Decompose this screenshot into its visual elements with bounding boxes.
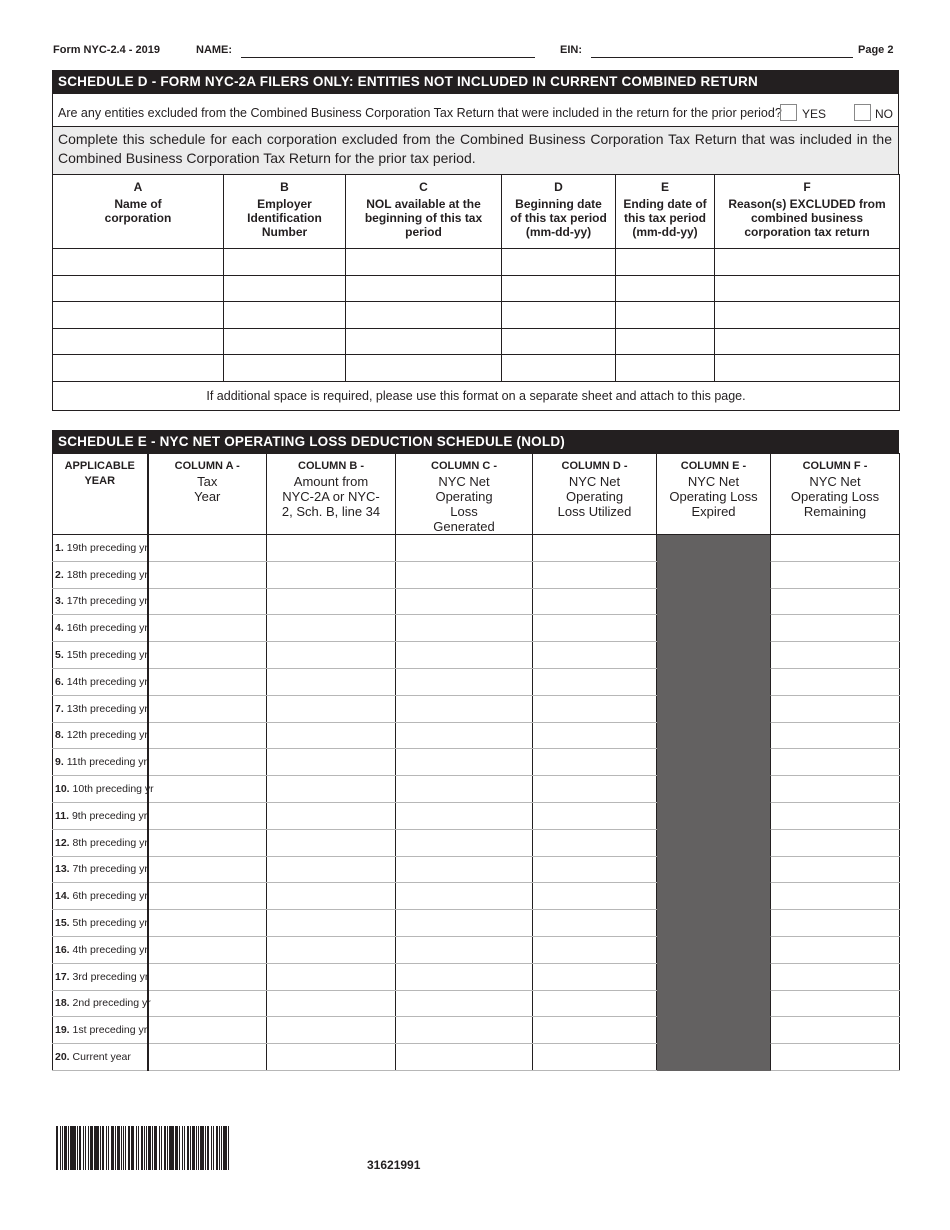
year-label: 10th preceding yr — [72, 783, 154, 796]
column-b-cell[interactable] — [267, 1017, 396, 1044]
column-e-cell — [657, 776, 771, 803]
column-c-cell[interactable] — [396, 535, 533, 562]
column-d-cell[interactable] — [533, 722, 657, 749]
column-b-cell[interactable] — [267, 910, 396, 937]
year-label: 14th preceding yr — [66, 675, 148, 688]
column-b-cell[interactable] — [224, 275, 346, 302]
column-e-cell — [657, 535, 771, 562]
applicable-year-label — [53, 588, 148, 615]
column-f-cell[interactable] — [771, 776, 900, 803]
applicable-year-label — [53, 561, 148, 588]
year-label: 7th preceding yr — [72, 863, 148, 876]
column-b-cell[interactable] — [267, 722, 396, 749]
column-a-cell[interactable] — [148, 642, 267, 669]
column-c-cell[interactable] — [396, 1044, 533, 1071]
column-f-header: COLUMN F - NYC Net Operating Loss Remaining — [771, 454, 900, 535]
name-field[interactable] — [241, 57, 535, 58]
column-e-cell — [657, 1044, 771, 1071]
column-e-cell — [657, 615, 771, 642]
line-number: 14. — [55, 890, 70, 903]
column-d-cell[interactable] — [502, 249, 616, 276]
nold-row — [53, 749, 900, 776]
column-d-header: COLUMN D - NYC Net Operating Loss Utilized — [533, 454, 657, 535]
nold-row — [53, 1044, 900, 1071]
nold-row — [53, 883, 900, 910]
column-a-cell[interactable] — [148, 883, 267, 910]
schedule-d-question: Are any entities excluded from the Combined Business Corporation Tax Return that were included in the return for the prior period? — [58, 106, 782, 120]
nold-row — [53, 642, 900, 669]
column-b-cell[interactable] — [267, 936, 396, 963]
column-d-cell[interactable] — [533, 588, 657, 615]
year-label: 16th preceding yr — [66, 622, 148, 635]
column-d-cell[interactable] — [502, 275, 616, 302]
column-f-cell[interactable] — [771, 910, 900, 937]
schedule-d-footnote-row — [53, 381, 900, 410]
column-c-cell[interactable] — [346, 328, 502, 355]
column-b-cell[interactable] — [224, 249, 346, 276]
column-c-cell[interactable] — [396, 722, 533, 749]
column-b-cell[interactable] — [267, 856, 396, 883]
column-b-cell[interactable] — [267, 695, 396, 722]
column-c-cell[interactable] — [396, 776, 533, 803]
year-label: 6th preceding yr — [72, 890, 148, 903]
column-e-cell — [657, 990, 771, 1017]
column-e-cell[interactable] — [616, 328, 715, 355]
column-e-cell — [657, 722, 771, 749]
column-e-cell — [657, 1017, 771, 1044]
column-e-cell — [657, 802, 771, 829]
column-e-header: E Ending date of this tax period (mm-dd-yy) — [616, 175, 715, 249]
column-d-cell[interactable] — [533, 695, 657, 722]
line-number: 16. — [55, 943, 70, 956]
column-c-cell[interactable] — [346, 249, 502, 276]
nold-row — [53, 802, 900, 829]
schedule-d-table — [52, 174, 900, 411]
column-f-cell[interactable] — [771, 642, 900, 669]
schedule-d-entry-row — [53, 355, 900, 382]
column-a-cell[interactable] — [148, 615, 267, 642]
applicable-year-label — [53, 883, 148, 910]
line-number: 6. — [55, 675, 64, 688]
column-b-cell[interactable] — [267, 802, 396, 829]
column-f-cell[interactable] — [771, 668, 900, 695]
line-number: 11. — [55, 809, 70, 822]
schedule-e-table — [52, 453, 900, 1071]
column-c-cell[interactable] — [396, 642, 533, 669]
column-d-cell[interactable] — [533, 642, 657, 669]
column-b-cell[interactable] — [267, 963, 396, 990]
column-f-cell[interactable] — [771, 963, 900, 990]
column-c-cell[interactable] — [396, 829, 533, 856]
column-d-cell[interactable] — [533, 561, 657, 588]
column-a-cell[interactable] — [148, 776, 267, 803]
page-number: Page 2 — [858, 44, 894, 56]
line-number: 1. — [55, 541, 64, 554]
column-a-cell[interactable] — [148, 722, 267, 749]
nold-row — [53, 588, 900, 615]
schedule-d-footnote: If additional space is required, please use this format on a separate sheet and attach to this page. — [53, 381, 900, 410]
column-b-cell[interactable] — [224, 302, 346, 329]
column-a-cell[interactable] — [148, 802, 267, 829]
column-e-cell[interactable] — [616, 302, 715, 329]
column-b-cell[interactable] — [267, 668, 396, 695]
nold-row — [53, 990, 900, 1017]
line-number: 13. — [55, 863, 70, 876]
column-b-cell[interactable] — [267, 1044, 396, 1071]
column-b-cell[interactable] — [267, 561, 396, 588]
column-b-cell[interactable] — [267, 615, 396, 642]
column-f-cell[interactable] — [771, 615, 900, 642]
line-number: 10. — [55, 783, 70, 796]
column-d-cell[interactable] — [533, 749, 657, 776]
applicable-year-label — [53, 695, 148, 722]
column-a-cell[interactable] — [53, 355, 224, 382]
year-label: 4th preceding yr — [72, 943, 148, 956]
nold-row — [53, 722, 900, 749]
column-a-cell[interactable] — [148, 963, 267, 990]
column-c-cell[interactable] — [396, 1017, 533, 1044]
column-d-cell[interactable] — [533, 1017, 657, 1044]
column-f-cell[interactable] — [771, 856, 900, 883]
column-a-cell[interactable] — [148, 910, 267, 937]
column-b-cell[interactable] — [224, 355, 346, 382]
column-d-cell[interactable] — [502, 302, 616, 329]
year-label: 12th preceding yr — [66, 729, 148, 742]
year-label: 11th preceding yr — [66, 756, 148, 769]
column-a-cell[interactable] — [148, 749, 267, 776]
year-label: 2nd preceding yr — [72, 997, 151, 1010]
column-d-cell[interactable] — [533, 856, 657, 883]
schedule-d-instructions: Complete this schedule for each corporation excluded from the Combined Business Corporation Tax Return that was included in the Combined Business Corporation Tax Return for the prior tax period. — [58, 131, 892, 166]
schedule-d-title: SCHEDULE D - FORM NYC-2A FILERS ONLY: ENTITIES NOT INCLUDED IN CURRENT COMBINED RETURN — [52, 70, 899, 93]
column-d-cell[interactable] — [533, 776, 657, 803]
nold-row — [53, 615, 900, 642]
column-d-cell[interactable] — [533, 963, 657, 990]
column-f-cell[interactable] — [715, 275, 900, 302]
column-f-cell[interactable] — [771, 883, 900, 910]
column-a-cell[interactable] — [148, 588, 267, 615]
line-number: 8. — [55, 729, 64, 742]
applicable-year-label — [53, 749, 148, 776]
column-e-cell[interactable] — [616, 249, 715, 276]
column-e-cell — [657, 936, 771, 963]
schedule-d-entry-row — [53, 302, 900, 329]
column-f-cell[interactable] — [715, 328, 900, 355]
column-c-cell[interactable] — [346, 302, 502, 329]
applicable-year-label — [53, 829, 148, 856]
column-e-cell — [657, 749, 771, 776]
column-e-cell — [657, 829, 771, 856]
schedule-d-header-row — [53, 175, 900, 249]
column-a-cell[interactable] — [148, 668, 267, 695]
no-checkbox[interactable] — [854, 104, 871, 121]
line-number: 18. — [55, 997, 70, 1010]
column-e-cell — [657, 588, 771, 615]
column-a-cell[interactable] — [148, 829, 267, 856]
applicable-year-label — [53, 990, 151, 1017]
column-c-cell[interactable] — [396, 695, 533, 722]
no-label: NO — [875, 107, 893, 121]
column-e-cell — [657, 963, 771, 990]
line-number: 12. — [55, 836, 70, 849]
nold-row — [53, 561, 900, 588]
nold-row — [53, 535, 900, 562]
column-a-cell[interactable] — [53, 328, 224, 355]
column-f-cell[interactable] — [771, 1044, 900, 1071]
applicable-year-header: APPLICABLE YEAR — [53, 454, 148, 535]
column-a-cell[interactable] — [53, 249, 224, 276]
column-e-cell — [657, 561, 771, 588]
column-b-cell[interactable] — [267, 776, 396, 803]
applicable-year-label — [53, 776, 154, 803]
column-f-cell[interactable] — [771, 829, 900, 856]
column-e-cell[interactable] — [616, 275, 715, 302]
column-f-cell[interactable] — [771, 722, 900, 749]
column-d-cell[interactable] — [502, 355, 616, 382]
column-d-cell[interactable] — [533, 802, 657, 829]
line-number: 9. — [55, 756, 64, 769]
column-d-cell[interactable] — [533, 829, 657, 856]
applicable-year-label — [53, 1044, 148, 1071]
year-label: 18th preceding yr — [66, 568, 148, 581]
name-label: NAME: — [196, 44, 233, 56]
nold-row — [53, 829, 900, 856]
column-c-cell[interactable] — [396, 936, 533, 963]
line-number: 15. — [55, 917, 70, 930]
nold-row — [53, 910, 900, 937]
column-d-cell[interactable] — [533, 668, 657, 695]
ein-label: EIN: — [560, 44, 582, 56]
column-f-cell[interactable] — [771, 749, 900, 776]
line-number: 2. — [55, 568, 64, 581]
column-c-cell[interactable] — [396, 963, 533, 990]
form-label: Form NYC-2.4 - 2019 — [53, 44, 160, 56]
year-label: 1st preceding yr — [72, 1024, 148, 1037]
column-f-cell[interactable] — [771, 535, 900, 562]
barcode-image — [56, 1126, 252, 1170]
schedule-d-question-row — [52, 93, 899, 127]
year-label: 19th preceding yr — [66, 541, 148, 554]
year-label: 17th preceding yr — [66, 595, 148, 608]
column-c-header: COLUMN C - NYC Net Operating Loss Generated — [396, 454, 533, 535]
schedule-e-title: SCHEDULE E - NYC NET OPERATING LOSS DEDUCTION SCHEDULE (NOLD) — [52, 430, 899, 453]
column-c-cell[interactable] — [396, 883, 533, 910]
column-b-cell[interactable] — [224, 328, 346, 355]
applicable-year-label — [53, 615, 148, 642]
year-label: 8th preceding yr — [72, 836, 148, 849]
column-c-cell[interactable] — [396, 990, 533, 1017]
column-d-header: D Beginning date of this tax period (mm-dd-yy) — [502, 175, 616, 249]
column-e-header: COLUMN E - NYC Net Operating Loss Expired — [657, 454, 771, 535]
line-number: 20. — [55, 1051, 70, 1064]
schedule-d-entry-row — [53, 249, 900, 276]
column-a-cell[interactable] — [148, 535, 267, 562]
column-a-cell[interactable] — [148, 561, 267, 588]
column-f-cell[interactable] — [771, 802, 900, 829]
column-d-cell[interactable] — [533, 990, 657, 1017]
column-a-cell[interactable] — [148, 1017, 267, 1044]
column-f-cell[interactable] — [771, 695, 900, 722]
applicable-year-label — [53, 963, 148, 990]
line-number: 3. — [55, 595, 64, 608]
column-c-cell[interactable] — [396, 561, 533, 588]
schedule-e-header-row — [53, 454, 900, 535]
column-b-cell[interactable] — [267, 749, 396, 776]
applicable-year-label — [53, 642, 148, 669]
column-b-cell[interactable] — [267, 883, 396, 910]
line-number: 19. — [55, 1024, 70, 1037]
column-a-cell[interactable] — [53, 275, 224, 302]
column-a-header: A Name of corporation — [53, 175, 224, 249]
column-c-cell[interactable] — [396, 615, 533, 642]
column-a-cell[interactable] — [148, 1044, 267, 1071]
nold-row — [53, 695, 900, 722]
column-a-cell[interactable] — [148, 695, 267, 722]
column-e-cell — [657, 856, 771, 883]
column-c-cell[interactable] — [396, 588, 533, 615]
column-c-cell[interactable] — [396, 856, 533, 883]
line-number: 17. — [55, 970, 70, 983]
column-a-cell[interactable] — [148, 936, 267, 963]
year-label: 13th preceding yr — [66, 702, 148, 715]
yes-label: YES — [802, 107, 827, 121]
column-d-cell[interactable] — [533, 535, 657, 562]
year-label: 9th preceding yr — [71, 809, 148, 822]
column-d-cell[interactable] — [502, 328, 616, 355]
column-d-cell[interactable] — [533, 1044, 657, 1071]
column-a-header: COLUMN A - Tax Year — [148, 454, 267, 535]
column-c-cell[interactable] — [396, 802, 533, 829]
year-label: 15th preceding yr — [66, 649, 148, 662]
column-d-cell[interactable] — [533, 883, 657, 910]
column-c-cell[interactable] — [396, 668, 533, 695]
nold-row — [53, 776, 900, 803]
column-d-cell[interactable] — [533, 936, 657, 963]
column-c-cell[interactable] — [346, 355, 502, 382]
applicable-year-label — [53, 856, 148, 883]
column-f-cell[interactable] — [715, 249, 900, 276]
applicable-year-label — [53, 910, 148, 937]
column-e-cell[interactable] — [616, 355, 715, 382]
year-label: Current year — [72, 1051, 131, 1064]
line-number: 5. — [55, 649, 64, 662]
column-e-cell — [657, 910, 771, 937]
column-e-cell — [657, 695, 771, 722]
schedule-d-entry-row — [53, 275, 900, 302]
column-f-cell[interactable] — [771, 588, 900, 615]
applicable-year-label — [53, 722, 148, 749]
column-b-cell[interactable] — [267, 990, 396, 1017]
column-e-cell — [657, 883, 771, 910]
column-a-cell[interactable] — [148, 856, 267, 883]
applicable-year-label — [53, 936, 148, 963]
column-a-cell[interactable] — [53, 302, 224, 329]
column-c-header: C NOL available at the beginning of this tax period — [346, 175, 502, 249]
line-number: 4. — [55, 622, 64, 635]
column-d-cell[interactable] — [533, 615, 657, 642]
applicable-year-label — [53, 1017, 148, 1044]
column-b-cell[interactable] — [267, 588, 396, 615]
column-b-header: COLUMN B - Amount from NYC-2A or NYC-2, Sch. B, line 34 — [267, 454, 396, 535]
column-f-cell[interactable] — [771, 990, 900, 1017]
ein-field[interactable] — [591, 57, 853, 58]
nold-row — [53, 936, 900, 963]
column-b-cell[interactable] — [267, 535, 396, 562]
schedule-d-entry-row — [53, 328, 900, 355]
applicable-year-label — [53, 802, 148, 829]
column-f-cell[interactable] — [715, 302, 900, 329]
column-d-cell[interactable] — [533, 910, 657, 937]
column-e-cell — [657, 642, 771, 669]
column-f-header: F Reason(s) EXCLUDED from combined business corporation tax return — [715, 175, 900, 249]
column-f-cell[interactable] — [771, 936, 900, 963]
nold-row — [53, 856, 900, 883]
column-f-cell[interactable] — [771, 1017, 900, 1044]
year-label: 3rd preceding yr — [72, 970, 149, 983]
column-e-cell — [657, 668, 771, 695]
column-b-header: B Employer Identification Number — [224, 175, 346, 249]
column-a-cell[interactable] — [148, 990, 267, 1017]
column-c-cell[interactable] — [346, 275, 502, 302]
column-f-cell[interactable] — [771, 561, 900, 588]
applicable-year-label — [53, 535, 148, 562]
line-number: 7. — [55, 702, 64, 715]
column-c-cell[interactable] — [396, 749, 533, 776]
column-b-cell[interactable] — [267, 829, 396, 856]
year-label: 5th preceding yr — [72, 917, 148, 930]
column-b-cell[interactable] — [267, 642, 396, 669]
nold-row — [53, 668, 900, 695]
form-number: 31621991 — [367, 1158, 421, 1172]
column-f-cell[interactable] — [715, 355, 900, 382]
nold-row — [53, 963, 900, 990]
column-c-cell[interactable] — [396, 910, 533, 937]
yes-checkbox[interactable] — [780, 104, 797, 121]
schedule-d-instructions-box — [52, 126, 899, 174]
applicable-year-label — [53, 668, 148, 695]
nold-row — [53, 1017, 900, 1044]
